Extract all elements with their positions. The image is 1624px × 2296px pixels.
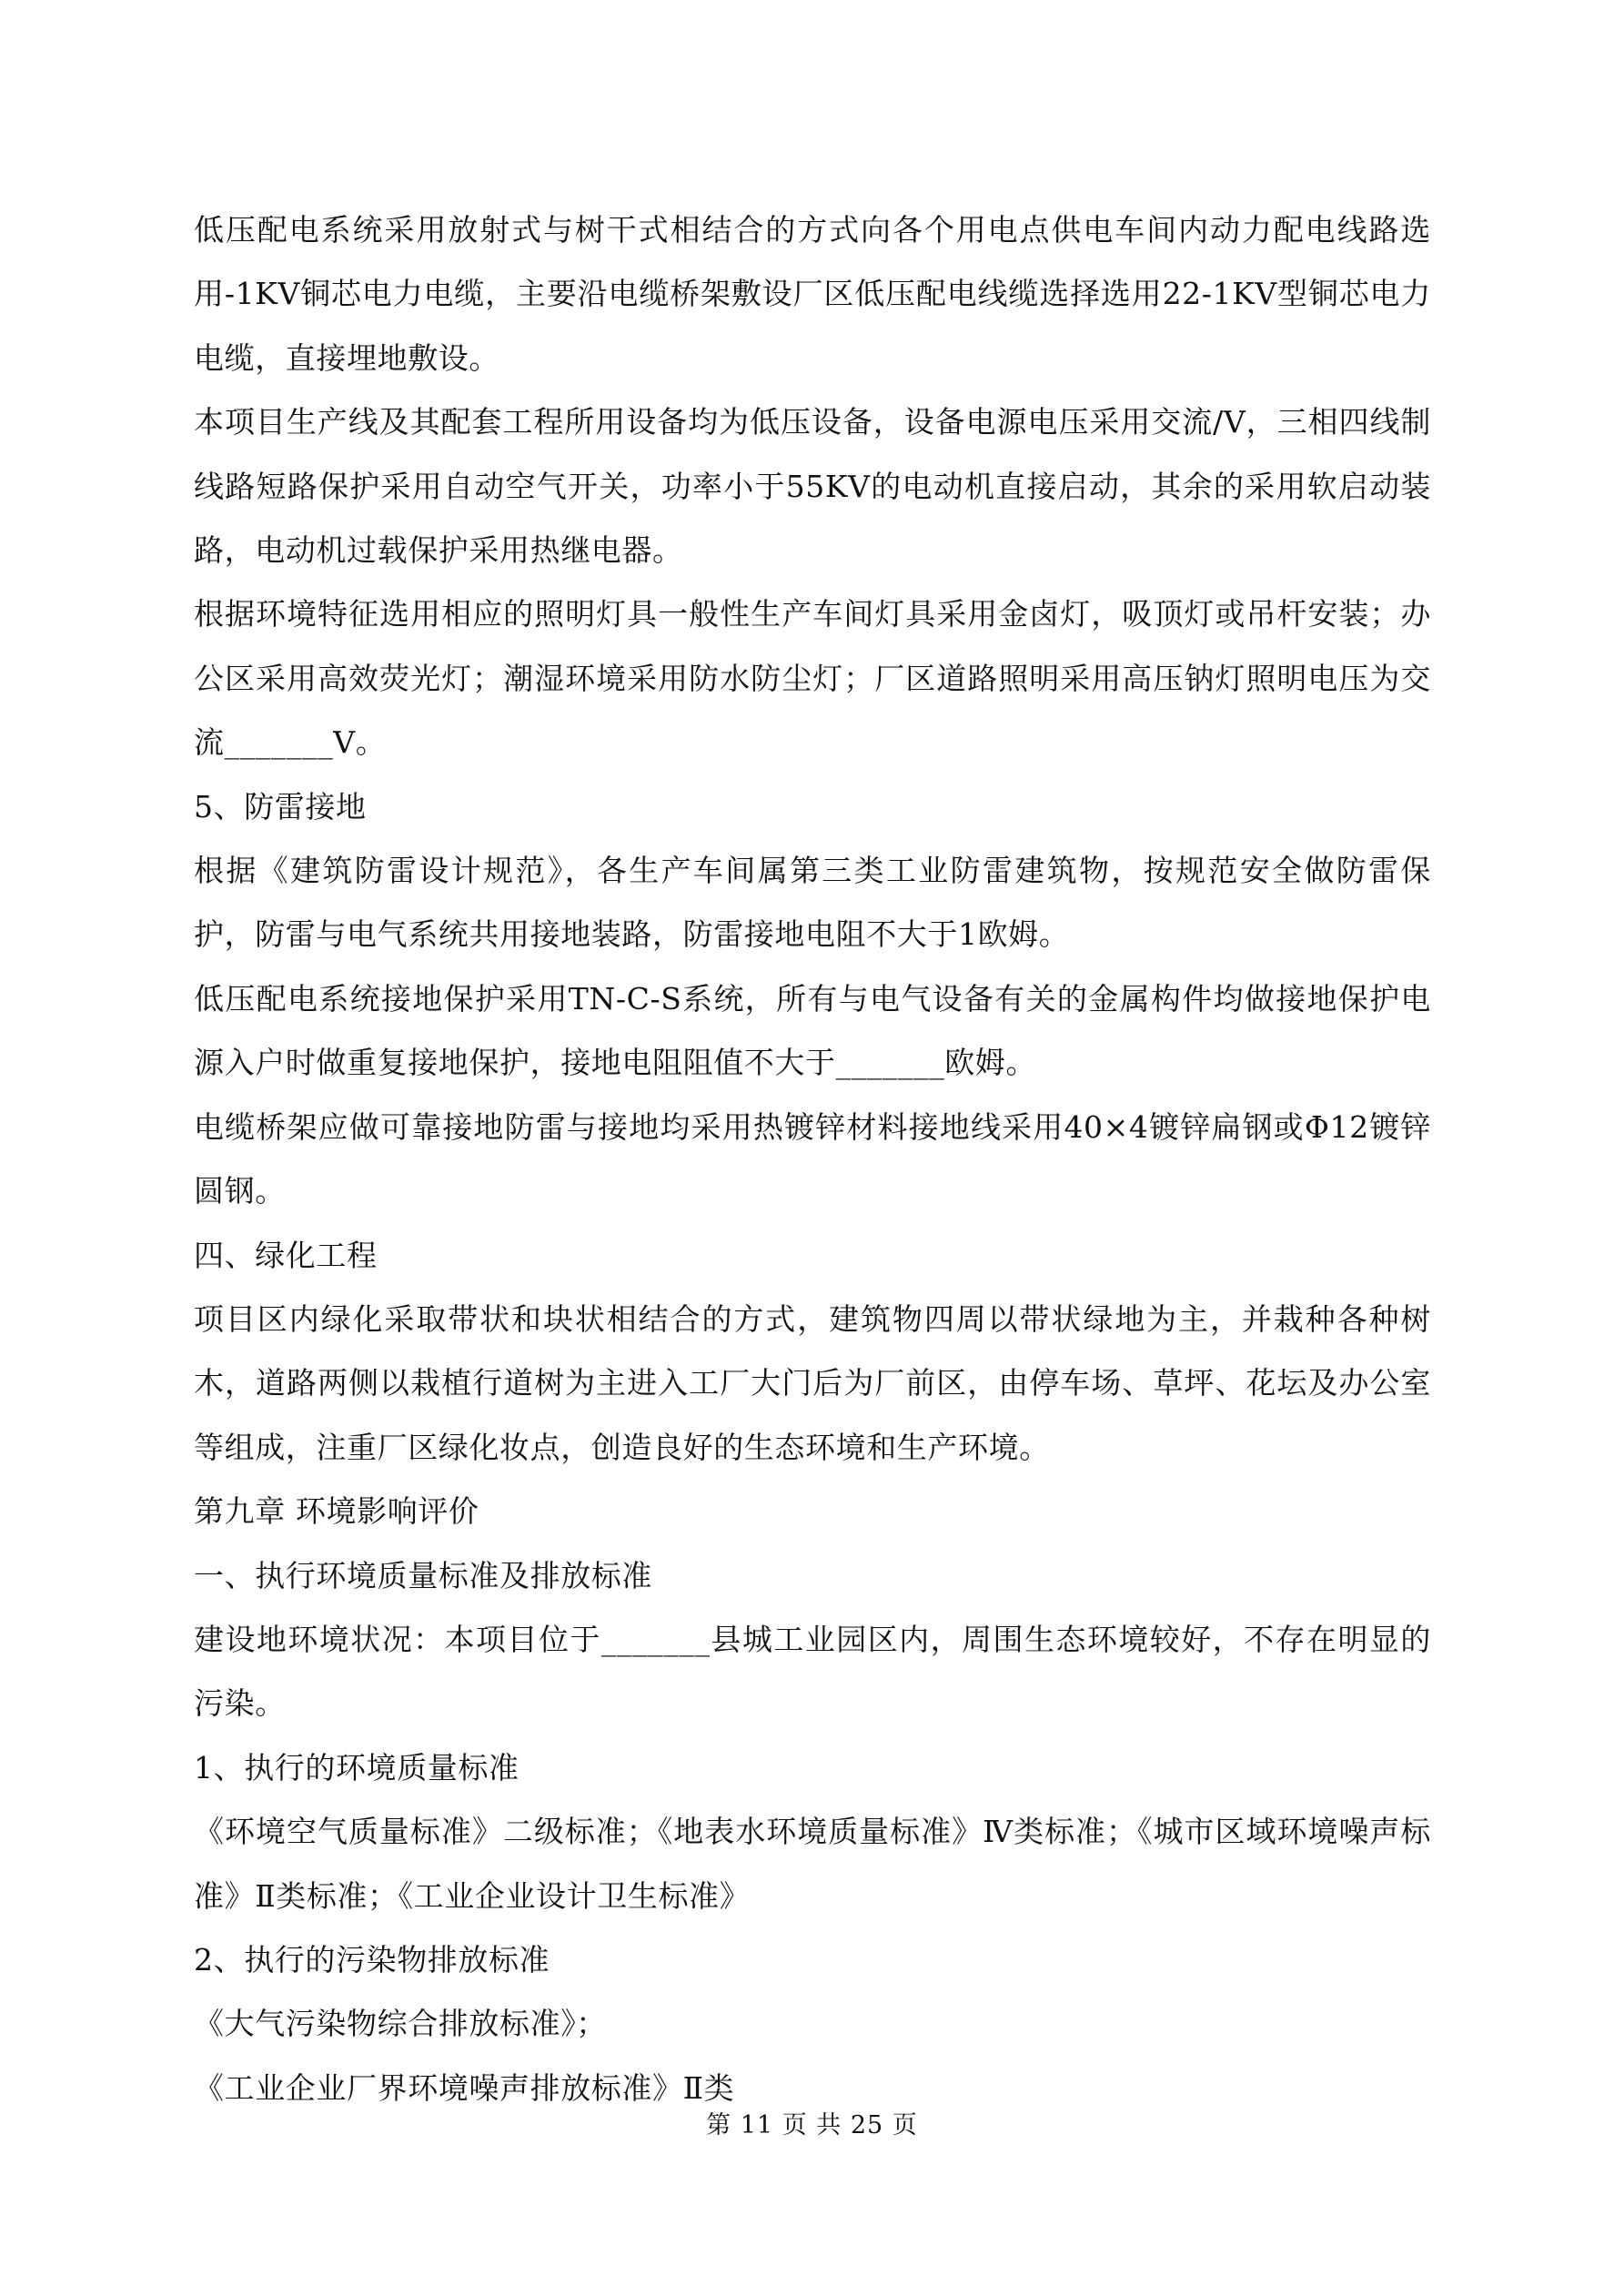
- chapter-heading: 第九章 环境影响评价: [194, 1493, 479, 1530]
- heading-emission-standards: 2、执行的污染物排放标准: [194, 1941, 550, 1977]
- heading-quality-standards: 1、执行的环境质量标准: [194, 1749, 519, 1785]
- paragraph-quality-standards-list: 《环境空气质量标准》二级标准；《地表水环境质量标准》Ⅳ类标准；《城市区域环境噪声标准》Ⅱ类标准；《工业企业设计卫生标准》: [194, 1814, 1431, 1914]
- paragraph-lightning-protection: 根据《建筑防雷设计规范》，各生产车间属第三类工业防雷建筑物，按规范安全做防雷保护，防雷与电气系统共用接地装路，防雷接地电阻不大于1欧姆。: [194, 853, 1431, 953]
- paragraph-cable-tray-grounding: 电缆桥架应做可靠接地防雷与接地均采用热镀锌材料接地线采用40×4镀锌扁钢或Φ12镀锌圆钢。: [194, 1108, 1431, 1209]
- paragraph-grounding-system: 低压配电系统接地保护采用TN-C-S系统，所有与电气设备有关的金属构件均做接地保护电源入户时做重复接地保护，接地电阻阻值不大于_______欧姆。: [194, 980, 1431, 1081]
- paragraph-lighting: 根据环境特征选用相应的照明灯具一般性生产车间灯具采用金卤灯，吸顶灯或吊杆安装；办公区采用高效荧光灯；潮湿环境采用防水防尘灯；厂区道路照明采用高压钠灯照明电压为交流_______V。: [194, 596, 1431, 761]
- paragraph-greening: 项目区内绿化采取带状和块状相结合的方式，建筑物四周以带状绿地为主，并栽种各种树木，道路两侧以栽植行道树为主进入工厂大门后为厂前区，由停车场、草坪、花坛及办公室等组成，注重厂区绿化妆点，创造良好的生态环境和生产环境。: [194, 1300, 1431, 1465]
- page-number-footer: 第 11 页 共 25 页: [706, 2111, 918, 2139]
- section-heading-standards: 一、执行环境质量标准及排放标准: [194, 1557, 652, 1593]
- paragraph-noise-emission-standard: 《工业企业厂界环境噪声排放标准》Ⅱ类: [194, 2069, 735, 2106]
- paragraph-site-environment: 建设地环境状况：本项目位于_______县城工业园区内，周围生态环境较好，不存在明显的污染。: [194, 1621, 1431, 1722]
- paragraph-low-voltage-distribution: 低压配电系统采用放射式与树干式相结合的方式向各个用电点供电车间内动力配电线路选用-1KV铜芯电力电缆，主要沿电缆桥架敷设厂区低压配电线缆选择选用22-1KV型铜芯电力电缆，直接埋地敷设。: [194, 212, 1431, 376]
- paragraph-air-emission-standard: 《大气污染物综合排放标准》；: [194, 2006, 607, 2042]
- paragraph-equipment-voltage: 本项目生产线及其配套工程所用设备均为低压设备，设备电源电压采用交流/V，三相四线制线路短路保护采用自动空气开关，功率小于55KV的电动机直接启动，其余的采用软启动装路，电动机过载保护采用热继电器。: [194, 404, 1431, 569]
- document-body: [194, 198, 1431, 2120]
- heading-greening: 四、绿化工程: [194, 1237, 378, 1273]
- heading-lightning-grounding: 5、防雷接地: [194, 788, 367, 824]
